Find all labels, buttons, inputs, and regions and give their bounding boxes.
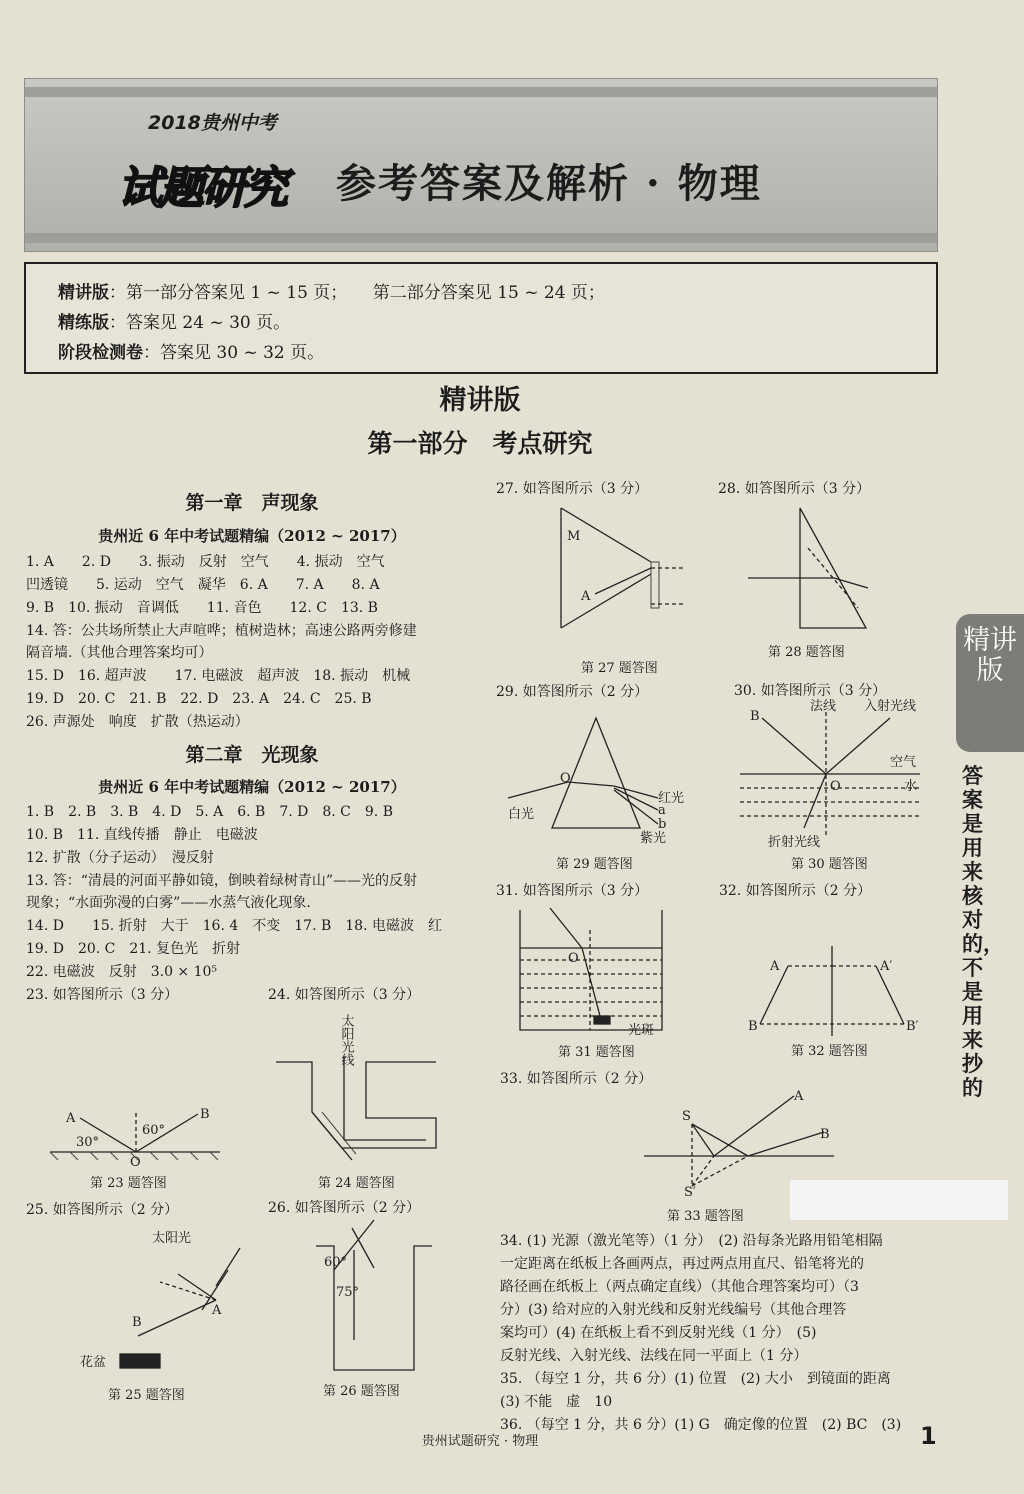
question-27: 27. 如答图所示（3 分） (496, 481, 649, 497)
side-note: 答案是用来核对的，不是用来抄的 (962, 763, 1004, 1100)
label-o: O (560, 771, 571, 786)
label-b: B (748, 1019, 758, 1034)
label-s: S (682, 1109, 691, 1124)
pot-label: 花盆 (80, 1355, 107, 1370)
question-25: 25. 如答图所示（2 分） (26, 1202, 179, 1218)
diagram-27 (555, 498, 705, 638)
caption-30: 第 30 题答图 (791, 857, 868, 872)
label-a: A (66, 1111, 76, 1126)
chapter2-line: 13. 答：“清晨的河面平静如镜，倒映着绿树青山”——光的反射 (26, 873, 418, 889)
question-29: 29. 如答图所示（2 分） (496, 684, 649, 700)
label-a: A (770, 959, 780, 974)
chapter1-line: 19. D 20. C 21. B 22. D 23. A 24. C 25. B (26, 691, 372, 707)
caption-25: 第 25 题答图 (108, 1388, 185, 1403)
angle-60: 60° (324, 1255, 348, 1270)
label-a: A (212, 1303, 222, 1318)
answer-line: (3) 不能 虚 10 (500, 1394, 613, 1410)
caption-23: 第 23 题答图 (90, 1176, 167, 1191)
label-s-prime: S′ (684, 1185, 696, 1200)
chapter1-title: 第一章 声现象 (185, 492, 319, 514)
angle-30: 30° (76, 1135, 100, 1150)
label-a-prime: A′ (880, 959, 893, 974)
label-a: A (794, 1089, 804, 1104)
contents-box (24, 262, 938, 374)
page-title: 参考答案及解析 · 物理 (336, 160, 762, 207)
redacted-area (790, 1180, 1008, 1220)
chapter2-line: 19. D 20. C 21. 复色光 折射 (26, 941, 241, 957)
header-logo: 试题研究 (118, 163, 286, 214)
caption-29: 第 29 题答图 (556, 857, 633, 872)
toc-line-3: 阶段检测卷：答案见 30 ~ 32 页。 (58, 343, 325, 363)
chapter2-line: 12. 扩散（分子运动） 漫反射 (26, 850, 214, 866)
chapter1-subtitle: 贵州近 6 年中考试题精编（2012 ~ 2017） (98, 527, 406, 545)
angle-60: 60° (142, 1123, 166, 1138)
toc-line-2: 精练版：答案见 24 ~ 30 页。 (58, 313, 291, 333)
part-heading: 第一部分 考点研究 (367, 429, 593, 458)
normal-label: 法线 (810, 699, 837, 714)
label-b: B (200, 1107, 210, 1122)
label-b: B (820, 1127, 830, 1142)
diagram-29 (508, 718, 698, 846)
chapter2-title: 第二章 光现象 (185, 744, 319, 766)
caption-32: 第 32 题答图 (791, 1044, 868, 1059)
chapter2-subtitle: 贵州近 6 年中考试题精编（2012 ~ 2017） (98, 778, 406, 796)
purple-light-label: 紫光 (640, 831, 667, 846)
caption-26: 第 26 题答图 (323, 1384, 400, 1399)
question-33: 33. 如答图所示（2 分） (500, 1071, 653, 1087)
chapter2-line: 现象；“水面弥漫的白雾”——水蒸气液化现象. (26, 895, 311, 911)
sun-label: 太阳光 (152, 1231, 192, 1246)
caption-28: 第 28 题答图 (768, 645, 845, 660)
chapter2-line: 14. D 15. 折射 大于 16. 4 不变 17. B 18. 电磁波 红 (26, 918, 442, 934)
question-24: 24. 如答图所示（3 分） (268, 987, 421, 1003)
chapter2-line: 22. 电磁波 反射 3.0 × 10⁵ (26, 964, 218, 980)
diagram-23 (50, 1100, 250, 1170)
chapter1-line: 凹透镜 5. 运动 空气 凝华 6. A 7. A 8. A (26, 577, 380, 593)
answer-line: 案均可）(4) 在纸板上看不到反射光线（1 分） (5) (500, 1325, 817, 1341)
footer: 贵州试题研究 · 物理 (421, 1434, 539, 1449)
answer-line: 分）(3) 给对应的入射光线和反射光线编号（其他合理答 (500, 1302, 847, 1318)
question-32: 32. 如答图所示（2 分） (719, 883, 872, 899)
air-label: 空气 (890, 755, 917, 770)
diagram-25 (80, 1226, 260, 1376)
question-31: 31. 如答图所示（3 分） (496, 883, 649, 899)
chapter2-line: 1. B 2. B 3. B 4. D 5. A 6. B 7. D 8. C 9. B (26, 804, 393, 820)
header-subtitle: 2018贵州中考 (148, 112, 277, 134)
answer-line: 反射光线、入射光线、法线在同一平面上（1 分） (500, 1348, 808, 1364)
answer-line: 36. （每空 1 分，共 6 分）(1) G 确定像的位置 (2) BC (3) (500, 1417, 902, 1433)
red-light-label: 红光 (658, 791, 685, 806)
question-23: 23. 如答图所示（3 分） (26, 987, 179, 1003)
refracted-label: 折射光线 (768, 835, 821, 850)
incident-label: 入射光线 (864, 699, 917, 714)
question-30: 30. 如答图所示（3 分） (734, 683, 887, 699)
label-b: b (658, 817, 667, 832)
chapter1-line: 14. 答：公共场所禁止大声喧哗；植树造林；高速公路两旁修建 (26, 623, 417, 639)
question-28: 28. 如答图所示（3 分） (718, 481, 871, 497)
caption-24: 第 24 题答图 (318, 1176, 395, 1191)
answer-line: 一定距离在纸板上各画两点，再过两点用直尺、铅笔将光的 (500, 1256, 864, 1272)
chapter1-line: 26. 声源处 响度 扩散（热运动） (26, 714, 249, 730)
angle-75: 75° (336, 1285, 360, 1300)
label-o: O (568, 951, 579, 966)
label-a: a (658, 803, 666, 818)
caption-33: 第 33 题答图 (667, 1209, 744, 1224)
label-b: B (132, 1315, 142, 1330)
label-m: M (567, 529, 581, 544)
chapter1-line: 1. A 2. D 3. 振动 反射 空气 4. 振动 空气 (26, 554, 385, 570)
spot-label: 光斑 (628, 1023, 655, 1038)
label-b: B (750, 709, 760, 724)
sun-label: 太阳光线 (338, 1014, 354, 1066)
chapter1-line: 9. B 10. 振动 音调低 11. 音色 12. C 13. B (26, 600, 378, 616)
chapter1-line: 隔音墙.（其他合理答案均可） (26, 645, 213, 661)
diagram-28 (748, 508, 878, 634)
chapter1-line: 15. D 16. 超声波 17. 电磁波 超声波 18. 振动 机械 (26, 668, 411, 684)
label-o: O (130, 1155, 141, 1170)
label-a: A (581, 589, 591, 604)
toc-line-1: 精讲版：第一部分答案见 1 ~ 15 页； 第二部分答案见 15 ~ 24 页； (58, 283, 605, 303)
diagram-31 (520, 900, 680, 1040)
question-26: 26. 如答图所示（2 分） (268, 1200, 421, 1216)
side-tab: 精讲版 (956, 614, 1024, 752)
caption-31: 第 31 题答图 (558, 1045, 635, 1060)
diagram-32 (748, 946, 918, 1036)
answer-line: 路径画在纸板上（两点确定直线）（其他合理答案均可）（3 (500, 1279, 859, 1295)
diagram-26 (316, 1220, 436, 1370)
answer-line: 35. （每空 1 分，共 6 分）(1) 位置 (2) 大小 到镜面的距离 (500, 1371, 891, 1387)
chapter2-line: 10. B 11. 直线传播 静止 电磁波 (26, 827, 258, 843)
page-number: 1 (920, 1422, 937, 1450)
answer-line: 34. (1) 光源（激光笔等）（1 分） (2) 沿每条光路用铅笔相隔 (500, 1233, 883, 1249)
label-o: O (830, 779, 841, 794)
diagram-30 (740, 698, 940, 848)
diagram-24 (276, 1000, 446, 1170)
version-heading: 精讲版 (439, 385, 521, 416)
white-light-label: 白光 (508, 807, 535, 822)
label-b-prime: B′ (906, 1019, 919, 1034)
water-label: 水 (904, 779, 918, 794)
caption-27: 第 27 题答图 (581, 661, 658, 676)
